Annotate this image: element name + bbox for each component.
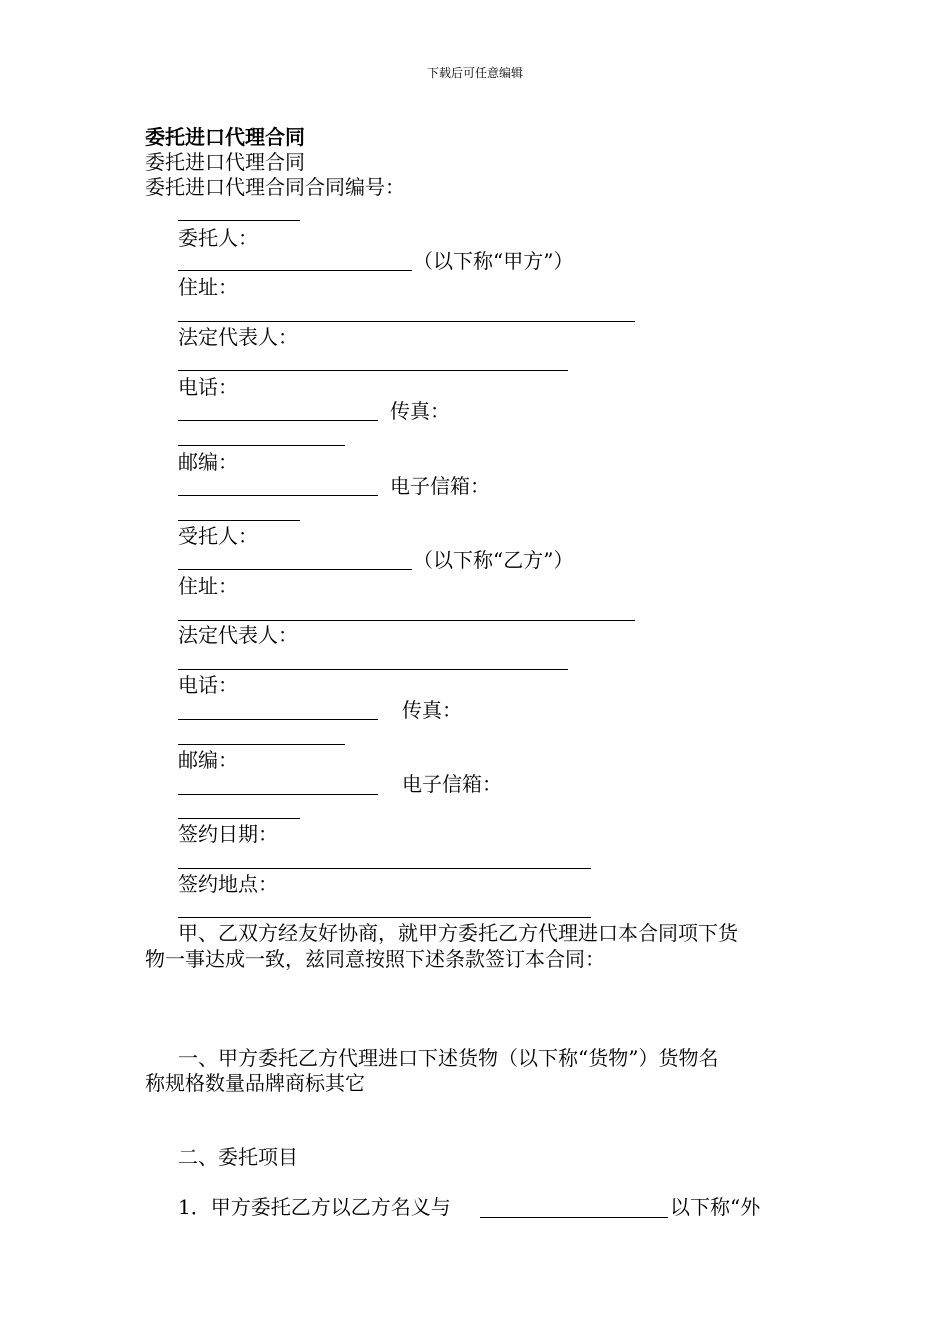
clause-2-item-1-prefix: 1．甲方委托乙方以乙方名义与 — [178, 1195, 451, 1219]
party-b-legal-rep-blank — [178, 669, 568, 670]
party-b-fax-blank — [178, 744, 345, 745]
party-a-email-label: 电子信箱： — [390, 474, 490, 498]
intro-line-1: 甲、乙双方经友好协商，就甲方委托乙方代理进口本合同项下货 — [178, 921, 738, 945]
party-b-email-blank — [178, 818, 300, 819]
party-a-address-label: 住址： — [178, 275, 238, 299]
party-b-postcode-label: 邮编： — [178, 748, 238, 772]
party-b-phone-label: 电话： — [178, 673, 238, 697]
intro-line-2: 物一事达成一致，兹同意按照下述条款签订本合同： — [145, 947, 605, 971]
party-b-legal-rep-label: 法定代表人： — [178, 623, 298, 647]
header-note: 下载后可任意编辑 — [426, 66, 523, 80]
party-a-legal-rep-blank — [178, 370, 568, 371]
party-a-fax-label: 传真： — [390, 399, 450, 423]
party-a-phone-label: 电话： — [178, 375, 238, 399]
party-b-label: 受托人： — [178, 524, 258, 548]
clause-1-line-1: 一、甲方委托乙方代理进口下述货物（以下称“货物”）货物名 — [178, 1046, 719, 1070]
contract-number-blank — [178, 220, 300, 221]
party-b-address-label: 住址： — [178, 574, 238, 598]
party-b-email-label: 电子信箱： — [402, 772, 502, 796]
party-a-postcode-blank — [178, 495, 378, 496]
party-b-address-blank — [178, 620, 635, 621]
sign-place-blank — [178, 917, 591, 918]
party-b-fax-label: 传真： — [402, 698, 462, 722]
party-a-name-blank — [178, 270, 412, 271]
sign-date-label: 签约日期： — [178, 822, 278, 846]
clause-2-item-1-suffix: 以下称“外 — [670, 1195, 761, 1219]
party-a-email-blank — [178, 520, 300, 521]
party-b-postcode-blank — [178, 794, 378, 795]
sign-date-blank — [178, 868, 591, 869]
clause-1-line-2: 称规格数量品牌商标其它 — [145, 1071, 365, 1095]
party-a-fax-blank — [178, 445, 345, 446]
title-line-2: 委托进口代理合同 — [145, 150, 305, 174]
party-a-phone-blank — [178, 420, 378, 421]
clause-2-title: 二、委托项目 — [178, 1145, 298, 1169]
document-title: 委托进口代理合同 — [145, 125, 305, 149]
party-b-phone-blank — [178, 719, 378, 720]
sign-place-label: 签约地点： — [178, 872, 278, 896]
foreign-party-blank — [480, 1217, 668, 1218]
party-a-suffix: （以下称“甲方”） — [413, 249, 574, 273]
party-a-label: 委托人： — [178, 226, 258, 250]
party-a-address-blank — [178, 321, 635, 322]
contract-number-label: 委托进口代理合同合同编号： — [145, 175, 405, 199]
party-b-suffix: （以下称“乙方”） — [413, 548, 574, 572]
party-a-postcode-label: 邮编： — [178, 450, 238, 474]
party-b-name-blank — [178, 569, 412, 570]
party-a-legal-rep-label: 法定代表人： — [178, 325, 298, 349]
